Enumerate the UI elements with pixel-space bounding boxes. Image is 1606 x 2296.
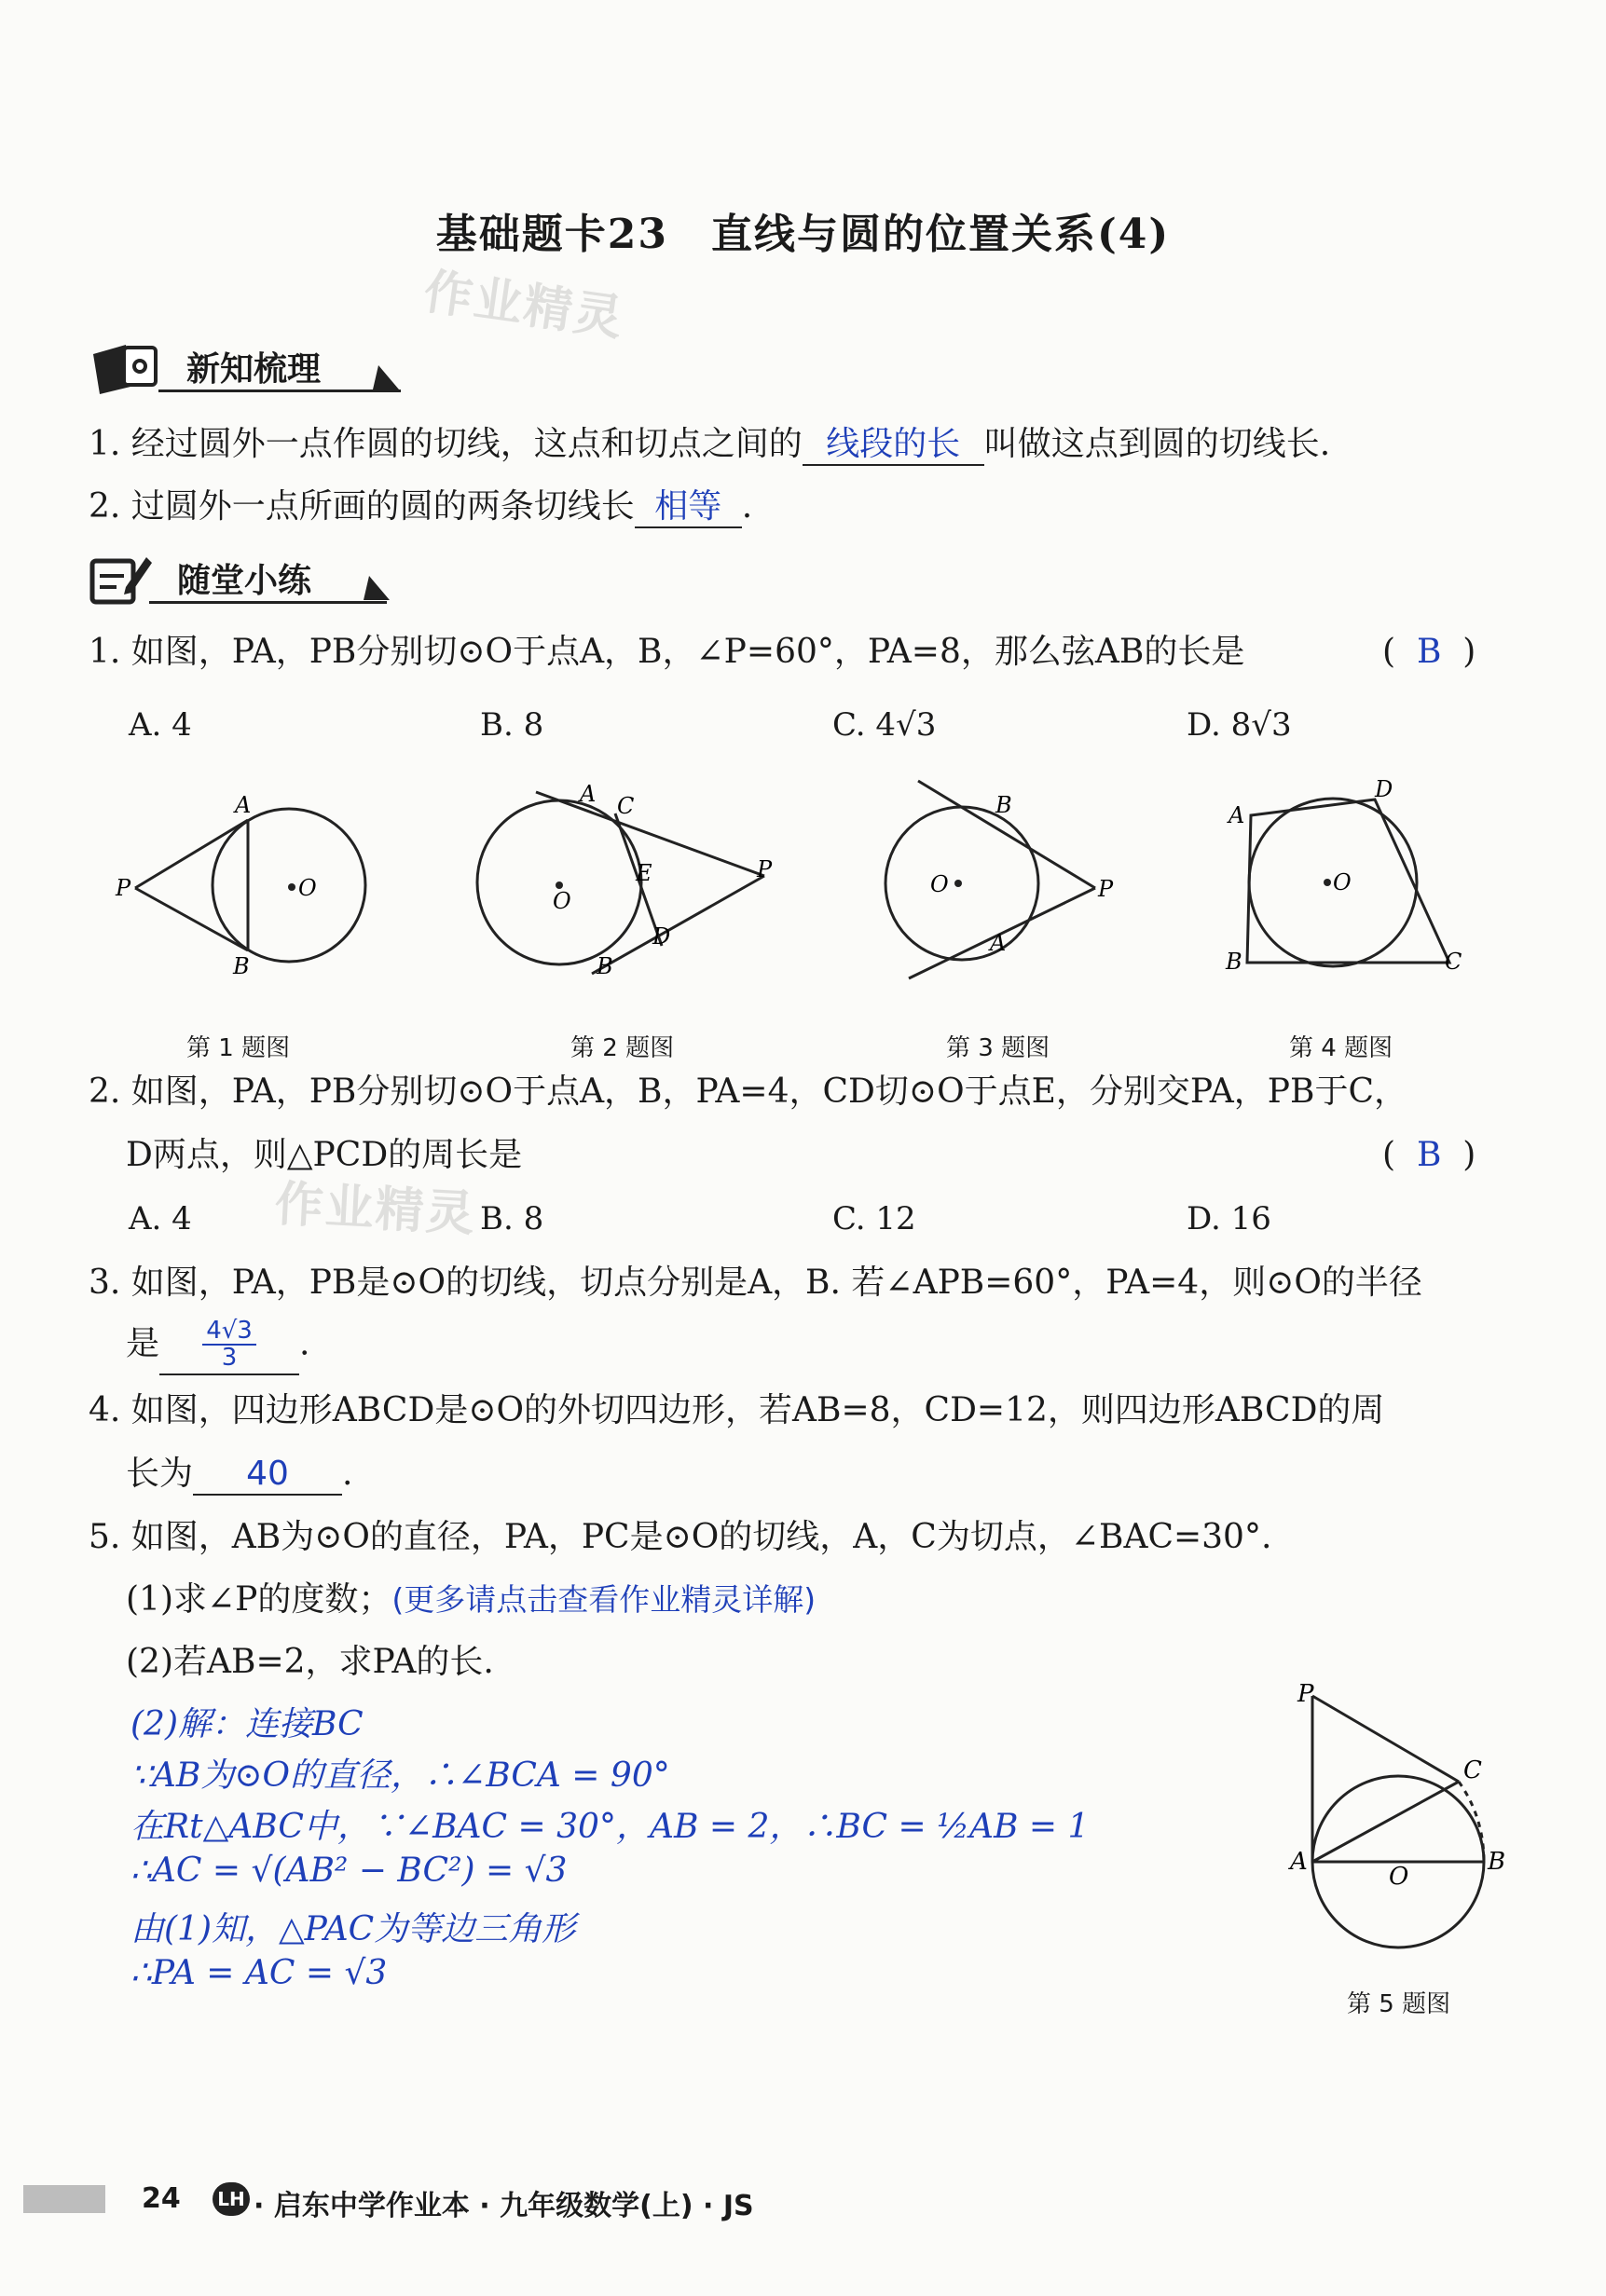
corner-triangle-icon bbox=[364, 576, 391, 602]
figure-1 bbox=[93, 778, 391, 983]
svg-text:A: A bbox=[1290, 1848, 1308, 1876]
section-heading-xinzhi: 新知梳理 bbox=[186, 350, 322, 389]
q1-option-d: D. 8√3 bbox=[1187, 706, 1292, 744]
section-underline bbox=[158, 390, 401, 392]
q1-option-c: C. 4√3 bbox=[832, 706, 937, 744]
answer-bracket-1: ( B ) bbox=[1382, 633, 1476, 671]
svg-text:O: O bbox=[1333, 869, 1352, 895]
svg-text:C: C bbox=[1463, 1756, 1482, 1784]
svg-text:P: P bbox=[116, 875, 131, 901]
question-5-part1: (1)求∠P的度数；(更多请点击查看作业精灵详解) bbox=[126, 1580, 817, 1619]
question-4-line2: 长为 40 . bbox=[126, 1454, 352, 1496]
svg-text:A: A bbox=[990, 930, 1007, 956]
solution-line-5: 由(1)知，△PAC为等边三角形 bbox=[130, 1910, 576, 1948]
svg-text:D: D bbox=[652, 923, 671, 950]
question-5-part2: (2)若AB=2，求PA的长. bbox=[126, 1643, 494, 1681]
svg-text:P: P bbox=[1297, 1680, 1314, 1708]
question-2-line2: D两点，则△PCD的周长是 bbox=[126, 1136, 523, 1174]
pencil-note-icon bbox=[89, 550, 154, 606]
question-3-line2: 是 $\frac{4√3}{3}$ . bbox=[126, 1319, 309, 1375]
svg-text:B: B bbox=[233, 953, 250, 979]
section-icon-1 bbox=[89, 340, 163, 400]
svg-text:C: C bbox=[1445, 949, 1462, 975]
section-heading-suitang: 随堂小练 bbox=[177, 562, 312, 600]
watermark: 作业精灵 bbox=[273, 1176, 478, 1243]
svg-text:D: D bbox=[1375, 776, 1393, 802]
solution-line-3: 在Rt△ABC中，∵∠BAC = 30°，AB = 2，∴BC = ½AB = 1 bbox=[130, 1808, 1090, 1846]
label: A bbox=[235, 792, 252, 818]
section-underline bbox=[149, 601, 387, 604]
blank-answer-q4: 40 bbox=[193, 1454, 342, 1496]
solution-line-4: ∴AC = √(AB² − BC²) = √3 bbox=[130, 1852, 568, 1890]
svg-text:A: A bbox=[1229, 802, 1245, 828]
svg-text:E: E bbox=[636, 860, 652, 886]
notebook-icon bbox=[89, 340, 163, 396]
page-title: 基础题卡23 直线与圆的位置关系(4) bbox=[435, 211, 1171, 258]
footer-text: · 启东中学作业本 · 九年级数学(上) · JS bbox=[254, 2190, 754, 2222]
figure-caption-5: 第 5 题图 bbox=[1347, 1990, 1451, 2018]
svg-text:O: O bbox=[553, 888, 571, 914]
svg-text:P: P bbox=[1098, 876, 1114, 902]
corner-triangle-icon bbox=[373, 365, 401, 391]
figure-5 bbox=[1277, 1677, 1529, 1985]
knowledge-item-2: 2. 过圆外一点所画的圆的两条切线长 相等 . bbox=[89, 486, 752, 528]
question-5: 5. 如图，AB为⊙O的直径，PA，PC是⊙O的切线，A，C为切点，∠BAC=30°. bbox=[89, 1518, 1272, 1556]
svg-text:O: O bbox=[1389, 1863, 1409, 1891]
solution-line-2: ∵AB为⊙O的直径，∴∠BCA = 90° bbox=[130, 1756, 670, 1795]
svg-text:O: O bbox=[298, 875, 317, 901]
figure-caption-3: 第 3 题图 bbox=[946, 1034, 1050, 1062]
svg-text:B: B bbox=[597, 953, 613, 979]
figure-caption-1: 第 1 题图 bbox=[186, 1034, 291, 1062]
svg-text:B: B bbox=[1226, 949, 1242, 975]
footer-bar bbox=[23, 2185, 105, 2213]
page-number: 24 bbox=[142, 2182, 181, 2215]
question-2-line1: 2. 如图，PA，PB分别切⊙O于点A，B，PA=4，CD切⊙O于点E，分别交PA，PB于C， bbox=[89, 1073, 1408, 1111]
solution-line-6: ∴PA = AC = √3 bbox=[130, 1954, 388, 1992]
svg-text:B: B bbox=[995, 792, 1012, 818]
svg-text:B: B bbox=[1488, 1848, 1506, 1876]
q2-option-a: A. 4 bbox=[129, 1200, 192, 1237]
blank-answer-2: 相等 bbox=[635, 486, 742, 528]
watermark: 作业精灵 bbox=[420, 264, 628, 348]
figure-caption-2: 第 2 题图 bbox=[570, 1034, 675, 1062]
svg-text:P: P bbox=[757, 856, 773, 882]
solution-line-1: (2)解：连接BC bbox=[130, 1705, 364, 1743]
q1-option-a: A. 4 bbox=[129, 706, 192, 744]
knowledge-item-1: 1. 经过圆外一点作圆的切线，这点和切点之间的 线段的长 叫做这点到圆的切线长. bbox=[89, 424, 1330, 466]
figure-2 bbox=[466, 778, 783, 983]
question-4-line1: 4. 如图，四边形ABCD是⊙O的外切四边形，若AB=8，CD=12，则四边形ABCD的周 bbox=[89, 1391, 1385, 1429]
publisher-badge: LH bbox=[213, 2182, 250, 2216]
detail-link[interactable]: (更多请点击查看作业精灵详解) bbox=[391, 1581, 817, 1618]
figure-caption-4: 第 4 题图 bbox=[1289, 1034, 1393, 1062]
q1-option-b: B. 8 bbox=[480, 706, 544, 744]
svg-text:A: A bbox=[580, 781, 597, 807]
blank-answer-q3: $\frac{4√3}{3}$ bbox=[159, 1319, 299, 1375]
q2-option-b: B. 8 bbox=[480, 1200, 544, 1237]
answer-bracket-2: ( B ) bbox=[1382, 1136, 1476, 1174]
q2-option-d: D. 16 bbox=[1187, 1200, 1271, 1237]
svg-text:O: O bbox=[930, 871, 949, 897]
question-1: 1. 如图，PA，PB分别切⊙O于点A，B，∠P=60°，PA=8，那么弦AB的长是 bbox=[89, 633, 1245, 671]
blank-answer-1: 线段的长 bbox=[803, 424, 984, 466]
svg-text:C: C bbox=[617, 793, 635, 819]
question-3-line1: 3. 如图，PA，PB是⊙O的切线，切点分别是A，B. 若∠APB=60°，PA=4，则⊙O的半径 bbox=[89, 1264, 1422, 1302]
section-icon-2 bbox=[89, 550, 154, 609]
figure-3 bbox=[858, 773, 1137, 988]
figure-4 bbox=[1212, 769, 1491, 983]
q2-option-c: C. 12 bbox=[832, 1200, 916, 1237]
